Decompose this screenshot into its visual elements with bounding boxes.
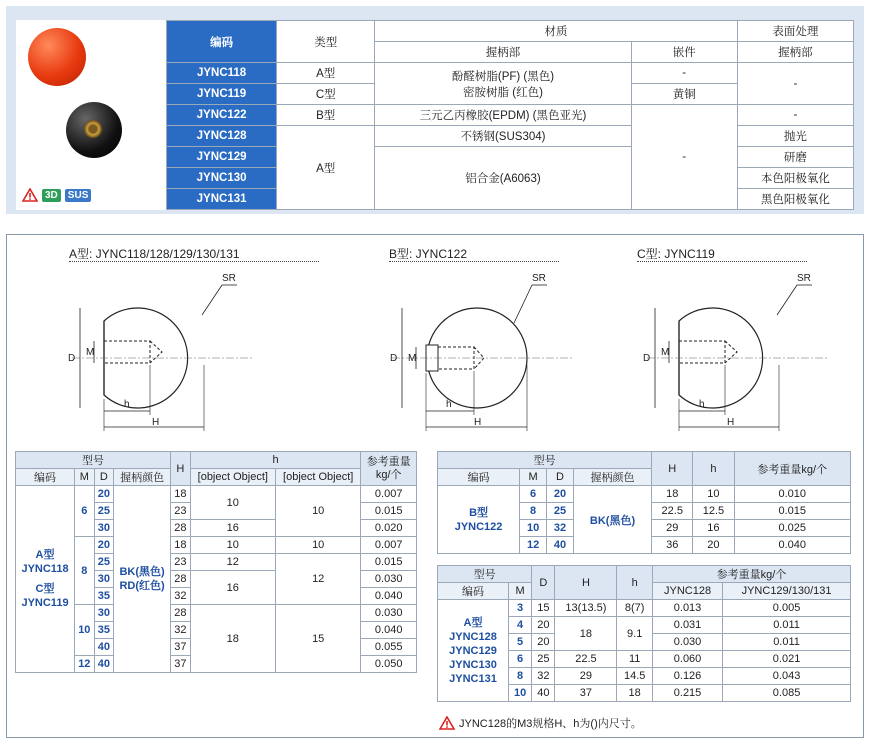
code-cell: JYNC129 — [167, 147, 277, 168]
weight-title: 参考重量 — [366, 455, 411, 468]
insert-cell: 黄铜 — [631, 84, 737, 105]
d-cell: 25 — [547, 503, 574, 520]
H-cell: 36 — [652, 537, 693, 554]
code-line: JYNC131 — [449, 672, 497, 685]
weight-cell: 0.085 — [723, 685, 851, 702]
h118-cell: 16 — [190, 520, 275, 537]
color-group: BK(黑色) — [573, 486, 651, 554]
surface-cell: 抛光 — [737, 126, 853, 147]
m-cell: 6 — [508, 651, 531, 668]
code-line: JYNC119 — [21, 597, 69, 609]
m-cell: 12 — [75, 656, 95, 673]
weight-unit: kg/个 — [375, 468, 402, 481]
d-cell: 25 — [532, 651, 555, 668]
h-cell: 20 — [693, 537, 734, 554]
red-knob-image — [28, 28, 86, 86]
h-cell: 10 — [693, 486, 734, 503]
th-code: 编码 — [438, 583, 509, 600]
d-cell: 20 — [94, 486, 114, 503]
weight-cell: 0.005 — [723, 600, 851, 617]
m-cell: 8 — [508, 668, 531, 685]
d-cell: 30 — [94, 571, 114, 588]
h-cell: 11 — [617, 651, 653, 668]
h-cell: 14.5 — [617, 668, 653, 685]
code-line: C型 — [35, 583, 55, 595]
th-m: M — [75, 469, 95, 486]
weight-cell: 0.007 — [361, 486, 417, 503]
th-weight: 参考重量kg/个 — [734, 452, 851, 486]
th-d: D — [532, 566, 555, 600]
weight-cell: 0.011 — [723, 617, 851, 634]
H-cell: 28 — [171, 605, 191, 622]
weight-cell: 0.015 — [734, 503, 851, 520]
h-cell: 12.5 — [693, 503, 734, 520]
h-big-label: H — [727, 417, 735, 428]
h-small-label: h — [699, 399, 705, 410]
th-model: 型号 — [16, 452, 171, 469]
th-m: M — [520, 469, 547, 486]
h119-cell: 12 — [276, 554, 361, 605]
H-cell: 18 — [555, 617, 617, 651]
h-small-label: h — [446, 399, 452, 410]
h-big-label: H — [152, 417, 160, 428]
drawing-a — [62, 265, 262, 433]
h119-cell: 10 — [276, 537, 361, 554]
d-cell: 35 — [94, 588, 114, 605]
th-d: D — [547, 469, 574, 486]
grip-material-cell: 铝合金(A6063) — [375, 147, 631, 210]
weight-cell: 0.030 — [652, 634, 722, 651]
H-cell: 22.5 — [555, 651, 617, 668]
col-material: 材质 — [375, 21, 738, 42]
th-model: 型号 — [438, 566, 532, 583]
d-cell: 25 — [94, 503, 114, 520]
th-code: 编码 — [16, 469, 75, 486]
h-cell: 8(7) — [617, 600, 653, 617]
footnote-text: JYNC128的M3规格H、h为()内尺寸。 — [459, 718, 642, 730]
h-big-label: H — [474, 417, 482, 428]
material-table — [166, 20, 854, 210]
weight-cell: 0.040 — [734, 537, 851, 554]
weight-cell: 0.010 — [734, 486, 851, 503]
code-line: A型 — [35, 549, 55, 561]
col-surface: 表面处理 — [737, 21, 853, 42]
code-cell: JYNC119 — [167, 84, 277, 105]
d-cell: 40 — [532, 685, 555, 702]
m-label: M — [86, 347, 95, 358]
th-w129: JYNC129/130/131 — [723, 583, 851, 600]
sus-badge: SUS — [65, 189, 92, 202]
sr-label: SR — [797, 273, 811, 284]
m-cell: 8 — [520, 503, 547, 520]
H-cell: 37 — [555, 685, 617, 702]
m-label: M — [408, 353, 417, 364]
code-group — [438, 486, 520, 554]
m-cell: 12 — [520, 537, 547, 554]
H-cell: 28 — [171, 520, 191, 537]
grip-material-line: 密胺树脂 (红色) — [463, 86, 543, 99]
weight-cell: 0.055 — [361, 639, 417, 656]
insert-cell: - — [631, 63, 737, 84]
th-w128: JYNC128 — [652, 583, 722, 600]
code-line: JYNC128 — [449, 630, 497, 643]
th-H: H — [555, 566, 617, 600]
th-h118: [object Object] — [190, 469, 275, 486]
th-h: h — [693, 452, 734, 486]
weight-cell: 0.031 — [652, 617, 722, 634]
weight-cell: 0.013 — [652, 600, 722, 617]
color-group — [114, 486, 171, 673]
surface-cell: - — [737, 105, 853, 126]
drawing-b — [382, 265, 582, 433]
d-cell: 32 — [547, 520, 574, 537]
weight-cell: 0.040 — [361, 622, 417, 639]
H-cell: 37 — [171, 656, 191, 673]
drawing-title-b: B型: JYNC122 — [389, 247, 468, 261]
h119-cell: 10 — [276, 486, 361, 537]
H-cell: 13(13.5) — [555, 600, 617, 617]
d-cell: 30 — [94, 520, 114, 537]
d-cell: 40 — [547, 537, 574, 554]
drawing-panel — [6, 234, 864, 738]
h-cell: 9.1 — [617, 617, 653, 651]
H-cell: 23 — [171, 503, 191, 520]
footnote — [439, 715, 642, 731]
h118-cell: 10 — [190, 537, 275, 554]
d-cell: 20 — [94, 537, 114, 554]
drawing-title-c: C型: JYNC119 — [637, 247, 715, 261]
H-cell: 29 — [555, 668, 617, 685]
weight-cell: 0.020 — [361, 520, 417, 537]
weight-cell: 0.050 — [361, 656, 417, 673]
grip-material-cell: 不锈钢(SUS304) — [375, 126, 631, 147]
d-cell: 25 — [94, 554, 114, 571]
code-line: JYNC118 — [21, 563, 69, 575]
drawing-title-a: A型: JYNC118/128/129/130/131 — [69, 247, 240, 261]
H-cell: 29 — [652, 520, 693, 537]
size-table-a-metal — [437, 565, 851, 702]
sr-label: SR — [222, 273, 236, 284]
H-cell: 18 — [171, 486, 191, 503]
h118-cell: 12 — [190, 554, 275, 571]
d-cell: 15 — [532, 600, 555, 617]
code-cell: JYNC118 — [167, 63, 277, 84]
insert-cell: - — [631, 105, 737, 210]
th-color: 握柄颜色 — [114, 469, 171, 486]
th-weight — [361, 452, 417, 486]
th-weight: 参考重量kg/个 — [652, 566, 850, 583]
weight-cell: 0.030 — [361, 605, 417, 622]
m-cell: 10 — [75, 605, 95, 656]
th-m: M — [508, 583, 531, 600]
weight-cell: 0.025 — [734, 520, 851, 537]
m-cell: 3 — [508, 600, 531, 617]
H-cell: 22.5 — [652, 503, 693, 520]
h119-cell: 15 — [276, 605, 361, 673]
color-line: RD(红色) — [119, 580, 165, 592]
weight-cell: 0.126 — [652, 668, 722, 685]
feature-badges — [22, 188, 91, 202]
drawing-c — [637, 265, 837, 433]
m-cell: 10 — [520, 520, 547, 537]
weight-cell: 0.060 — [652, 651, 722, 668]
th-h119: [object Object] — [276, 469, 361, 486]
h118-cell: 18 — [190, 605, 275, 673]
code-line: JYNC122 — [454, 520, 503, 533]
d-cell: 30 — [94, 605, 114, 622]
code-group — [16, 486, 75, 673]
weight-cell: 0.043 — [723, 668, 851, 685]
size-table-b — [437, 451, 851, 554]
d-cell: 40 — [94, 639, 114, 656]
size-table-ac — [15, 451, 417, 673]
d-cell: 32 — [532, 668, 555, 685]
type-cell: A型 — [277, 63, 375, 84]
d-cell: 20 — [532, 634, 555, 651]
type-cell: A型 — [277, 126, 375, 210]
m-cell: 4 — [508, 617, 531, 634]
d-cell: 20 — [532, 617, 555, 634]
H-cell: 32 — [171, 622, 191, 639]
th-H: H — [652, 452, 693, 486]
3d-badge: 3D — [42, 189, 61, 202]
code-group — [438, 600, 509, 702]
weight-cell: 0.030 — [361, 571, 417, 588]
code-cell: JYNC130 — [167, 168, 277, 189]
d-cell: 40 — [94, 656, 114, 673]
m-cell: 10 — [508, 685, 531, 702]
H-cell: 28 — [171, 571, 191, 588]
h118-cell: 16 — [190, 571, 275, 605]
th-color: 握柄颜色 — [573, 469, 651, 486]
weight-cell: 0.011 — [723, 634, 851, 651]
m-cell: 5 — [508, 634, 531, 651]
weight-cell: 0.040 — [361, 588, 417, 605]
surface-cell: 研磨 — [737, 147, 853, 168]
col-surface-grip: 握柄部 — [737, 42, 853, 63]
h-small-label: h — [124, 399, 130, 410]
th-h: h — [190, 452, 361, 469]
h-cell: 16 — [693, 520, 734, 537]
surface-cell: 本色阳极氧化 — [737, 168, 853, 189]
d-label: D — [68, 353, 76, 364]
h-cell: 18 — [617, 685, 653, 702]
color-line: BK(黑色) — [119, 566, 165, 578]
code-line: B型 — [469, 506, 489, 519]
H-cell: 32 — [171, 588, 191, 605]
h118-cell: 10 — [190, 486, 275, 520]
code-line: JYNC129 — [449, 644, 497, 657]
grip-material-line: 酚醛树脂(PF) (黑色) — [451, 70, 555, 83]
th-code: 编码 — [438, 469, 520, 486]
code-cell: JYNC128 — [167, 126, 277, 147]
th-H: H — [171, 452, 191, 486]
weight-cell: 0.007 — [361, 537, 417, 554]
weight-cell: 0.015 — [361, 554, 417, 571]
brass-insert-image — [84, 120, 102, 138]
th-model: 型号 — [438, 452, 652, 469]
m-label: M — [661, 347, 670, 358]
warning-icon — [22, 188, 38, 202]
m-cell: 6 — [75, 486, 95, 537]
grip-material-cell — [375, 63, 631, 105]
code-line: A型 — [463, 616, 483, 629]
th-d: D — [94, 469, 114, 486]
d-cell: 20 — [547, 486, 574, 503]
d-cell: 35 — [94, 622, 114, 639]
weight-cell: 0.215 — [652, 685, 722, 702]
H-cell: 18 — [652, 486, 693, 503]
m-cell: 8 — [75, 537, 95, 605]
product-header — [6, 6, 864, 214]
type-cell: C型 — [277, 84, 375, 105]
th-h: h — [617, 566, 653, 600]
col-insert: 嵌件 — [631, 42, 737, 63]
surface-cell: 黑色阳极氧化 — [737, 189, 853, 210]
weight-cell: 0.015 — [361, 503, 417, 520]
grip-material-cell: 三元乙丙橡胶(EPDM) (黑色亚光) — [375, 105, 631, 126]
H-cell: 18 — [171, 537, 191, 554]
col-code: 编码 — [167, 21, 277, 63]
weight-cell: 0.021 — [723, 651, 851, 668]
col-grip: 握柄部 — [375, 42, 631, 63]
d-label: D — [390, 353, 398, 364]
type-cell: B型 — [277, 105, 375, 126]
H-cell: 23 — [171, 554, 191, 571]
product-photo — [16, 20, 166, 210]
H-cell: 37 — [171, 639, 191, 656]
warning-icon — [439, 716, 455, 730]
sr-label: SR — [532, 273, 546, 284]
code-line: JYNC130 — [449, 658, 497, 671]
code-cell: JYNC131 — [167, 189, 277, 210]
surface-cell: - — [737, 63, 853, 105]
code-cell: JYNC122 — [167, 105, 277, 126]
m-cell: 6 — [520, 486, 547, 503]
col-type: 类型 — [277, 21, 375, 63]
d-label: D — [643, 353, 651, 364]
